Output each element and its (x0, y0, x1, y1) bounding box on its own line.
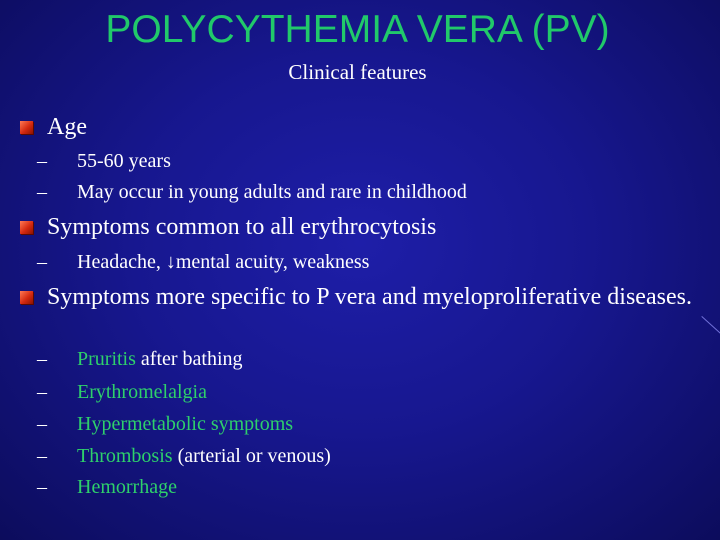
sub-text: Thrombosis (77, 445, 173, 467)
sub-item (37, 412, 677, 436)
sub-text: 55-60 years (77, 150, 171, 172)
dash: – (37, 445, 47, 467)
bullet-text: Symptoms common to all erythrocytosis (47, 214, 437, 240)
dash: – (37, 251, 47, 273)
slide-subtitle: Clinical features (288, 60, 427, 84)
sub-item (37, 380, 677, 404)
sub-item (37, 180, 677, 204)
sub-text: (arterial or venous) (172, 445, 331, 467)
sub-text: Hemorrhage (77, 476, 177, 498)
dash: – (37, 181, 47, 203)
sub-text: May occur in young adults and rare in childhood (77, 181, 467, 203)
down-arrow-icon: ↓ (165, 251, 176, 273)
dash: – (37, 413, 47, 435)
dash: – (37, 150, 47, 172)
bullet-text: Symptoms more specific to P vera and myeloproliferative diseases. (47, 284, 692, 310)
sub-item (37, 347, 677, 371)
sub-text: mental acuity, weakness (175, 251, 370, 273)
sub-item (37, 444, 677, 468)
red-square-bullet-icon (20, 291, 33, 304)
dash: – (37, 381, 47, 403)
dash: – (37, 348, 47, 370)
dash: – (37, 476, 47, 498)
sub-item (37, 475, 677, 499)
slide-title: POLYCYTHEMIA VERA (PV) (105, 8, 610, 51)
sub-text: Pruritis (77, 348, 136, 370)
sub-text: Headache, (77, 251, 166, 273)
sub-item (37, 149, 677, 173)
bullet-text: Age (47, 114, 87, 140)
red-square-bullet-icon (20, 121, 33, 134)
red-square-bullet-icon (20, 221, 33, 234)
sub-text: Erythromelalgia (77, 381, 207, 403)
decorative-edge-line (701, 316, 720, 337)
sub-text: after bathing (135, 348, 243, 370)
sub-item (37, 250, 677, 274)
sub-text: Hypermetabolic symptoms (77, 413, 294, 435)
